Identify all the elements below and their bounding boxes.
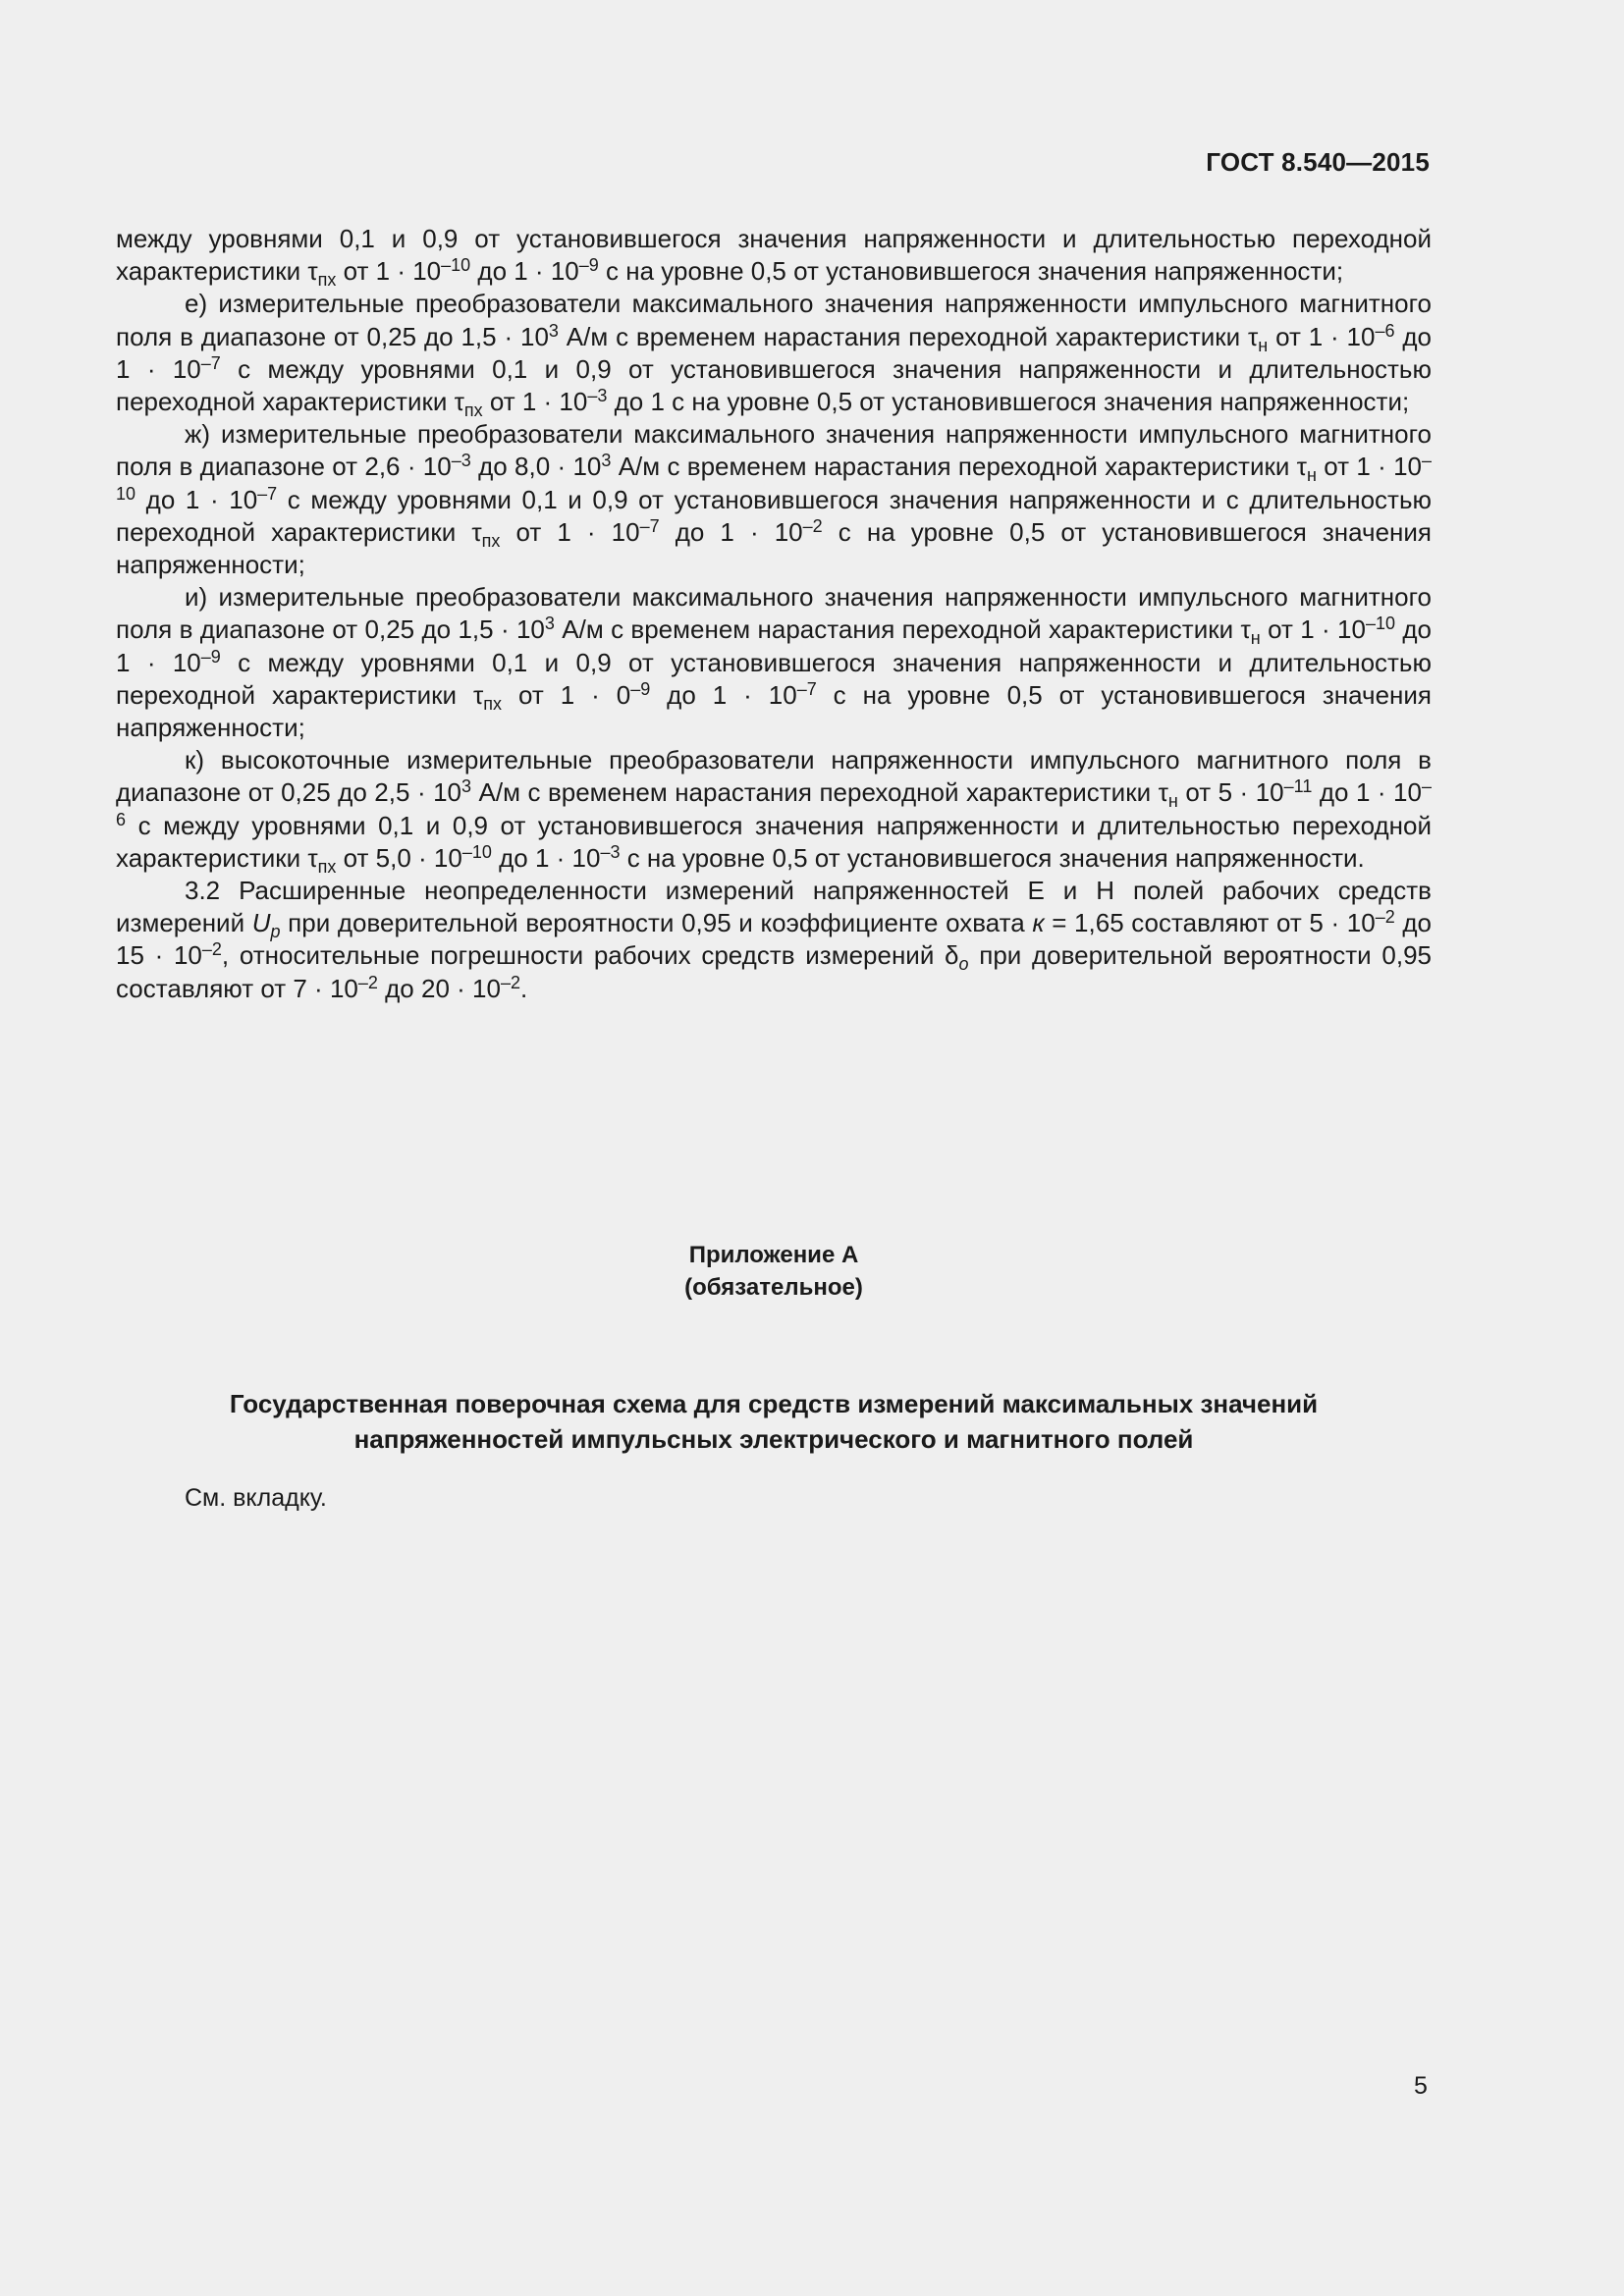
paragraph-item-i: и) измерительные преобразователи максимального значения напряженности импульсного магнитного поля в диапазоне от 0,25 до $1,5 \cdot 10^3$ А/м с временем нарастания переходной характеристики $\tau_н$ от $1 \cdot 10^{-10}$ до $1 \cdot 10^{-9}$ с между уровнями 0,1 и 0,9 от установившегося значения напряженности и длительностью переходной характеристики $\tau_{пх}$ от $1 \cdot 0^{-9}$ до $1 \cdot 10^{-7}$ с на уровне 0,5 от установившегося значения напряженности; bbox=[116, 582, 1432, 743]
paragraph-item-k: к) высокоточные измерительные преобразователи напряженности импульсного магнитного поля в диапазоне от 0,25 до $2,5 \cdot 10^3$ А/м с временем нарастания переходной характеристики $\tau_н$ от $5 \cdot 10^{-11}$ до $1 \cdot 10^{-6}$ с между уровнями 0,1 и 0,9 от установившегося значения напряженности и длительностью переходной характеристики $\tau_{пх}$ от $5,0 \cdot 10^{-10}$ до $1 \cdot 10^{-3}$ с на уровне 0,5 от установившегося значения напряженности. bbox=[116, 745, 1432, 877]
page-number: 5 bbox=[1414, 2072, 1428, 2100]
main-text bbox=[116, 223, 1432, 1005]
document-code: ГОСТ 8.540—2015 bbox=[1206, 147, 1430, 177]
paragraph-3-2: 3.2 Расширенные неопределенности измерений напряженностей Е и Н полей рабочих средств измерений $U_р$ при доверительной вероятности 0,95 и коэффициенте охвата к = 1,65 составляют от $5 \cdot 10^{-2}$ до $15 \cdot 10^{-2}$, относительные погрешности рабочих средств измерений $\delta_о$ при доверительной вероятности 0,95 составляют от $7 \cdot 10^{-2}$ до $20 \cdot 10^{-2}$. bbox=[116, 876, 1432, 1003]
appendix-title bbox=[116, 1386, 1432, 1457]
appendix-heading bbox=[0, 1239, 1547, 1304]
paragraph-item-zh: ж) измерительные преобразователи максимального значения напряженности импульсного магнитного поля в диапазоне от $2,6 \cdot 10^{-3}$ до $8,0 \cdot 10^3$ А/м с временем нарастания переходной характеристики $\tau_н$ от $1 \cdot 10^{-10}$ до $1 \cdot 10^{-7}$ с между уровнями 0,1 и 0,9 от установившегося значения напряженности и с длительностью переходной характеристики $\tau_{пх}$ от $1 \cdot 10^{-7}$ до $1 \cdot 10^{-2}$ с на уровне 0,5 от установившегося значения напряженности; bbox=[116, 419, 1433, 580]
appendix-title-line-1: Государственная поверочная схема для средств измерений максимальных значений bbox=[229, 1389, 1319, 1418]
appendix-title-line-2: напряженностей импульсных электрического и магнитного полей bbox=[353, 1424, 1194, 1454]
paragraph-item-e: е) измерительные преобразователи максимального значения напряженности импульсного магнитного поля в диапазоне от 0,25 до $1,5 \cdot 10^3$ А/м с временем нарастания переходной характеристики $\tau_н$ от $1 \cdot 10^{-6}$ до $1 \cdot 10^{-7}$ с между уровнями 0,1 и 0,9 от установившегося значения напряженности и длительностью переходной характеристики $\tau_{пх}$ от $1 \cdot 10^{-3}$ до 1 с на уровне 0,5 от установившегося значения напряженности; bbox=[116, 289, 1432, 421]
paragraph-continuation: между уровнями 0,1 и 0,9 от установившегося значения напряженности и длительностью переходной характеристики $\tau_{пх}$ от $1 \cdot 10^{-10}$ до $1 \cdot 10^{-9}$ с на уровне 0,5 от установившегося значения напряженности; bbox=[116, 224, 1432, 291]
appendix-label: Приложение А bbox=[688, 1242, 859, 1268]
appendix-status: (обязательное) bbox=[684, 1274, 863, 1301]
see-insert-note: См. вкладку. bbox=[185, 1484, 327, 1512]
